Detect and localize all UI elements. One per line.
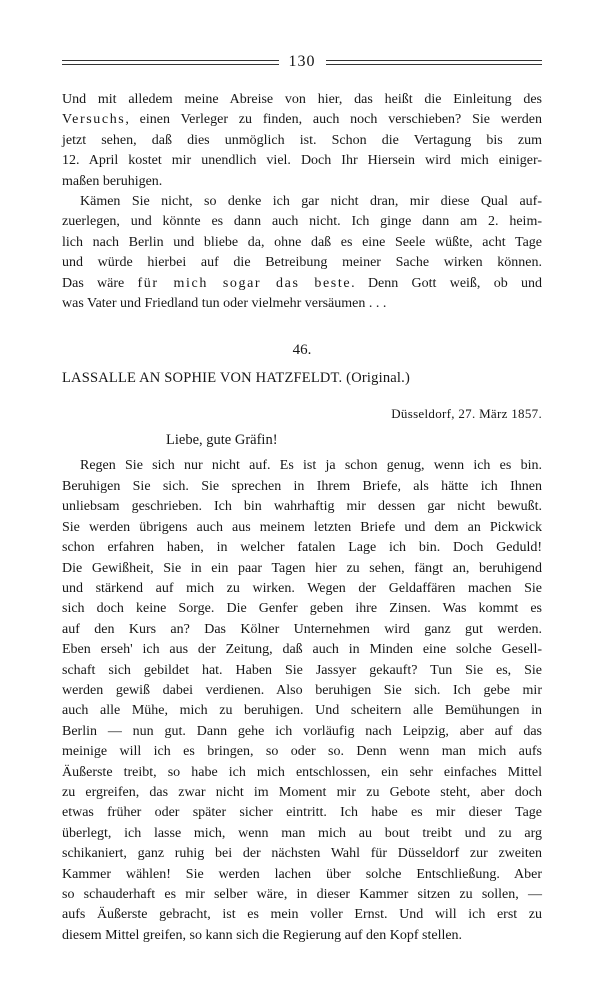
text-line: lich nach Berlin und bliebe da, ohne daß es eine Seele wüßte, acht Tage xyxy=(62,234,542,250)
page-number: 130 xyxy=(288,53,316,70)
text-line: auf den Kurs an? Das Kölner Unternehmen wird ganz gut werden. xyxy=(62,621,542,637)
text-line: Versuchs, einen Verleger zu finden, auch noch verschieben? Sie werden xyxy=(62,112,542,128)
text-line: aufs Äußerste gebracht, ist es mein voller Ernst. Und will ich erst zu xyxy=(62,907,542,923)
text-line: auch alle Mühe, mich zu beruhigen. Und scheitern alle Bemühungen in xyxy=(62,703,542,719)
text-line: schon erfahren haben, in welcher fatalen Lage ich bin. Doch Geduld! xyxy=(62,540,542,556)
text-line: Äußerste treibt, so habe ich mich entschlossen, ein sehr einfaches Mittel xyxy=(62,764,542,780)
text-line: werden gewiß dabei verdienen. Also beruhigen Sie sich. Ich gebe mir xyxy=(62,682,542,698)
text-line: Eben erseh' ich aus der Zeitung, daß auch in Minden eine solche Gesell- xyxy=(62,642,542,658)
text-line: Das wäre für mich sogar das beste. Denn Gott weiß, ob und xyxy=(62,275,542,291)
text-line: Kämen Sie nicht, so denke ich gar nicht dran, mir diese Qual auf- xyxy=(80,194,542,210)
letter-salutation: Liebe, gute Gräfin! xyxy=(166,432,278,449)
text-line: Kammer wählen! Sie werden lachen über solche Entschließung. Aber xyxy=(62,866,542,882)
letter-dateline: Düsseldorf, 27. März 1857. xyxy=(391,406,542,422)
page-header xyxy=(62,44,542,80)
letter-body xyxy=(62,456,542,946)
text-line: zuerlegen, und könnte es dann auch nicht. Ich ginge dann am 2. heim- xyxy=(62,214,542,230)
text-line: etwas früher oder später sicher eintritt. Ich habe es mir dieser Tage xyxy=(62,805,542,821)
text-line: maßen beruhigen. xyxy=(62,173,163,189)
letter-heading: LASSALLE AN SOPHIE VON HATZFELDT. (Original.) xyxy=(62,370,410,387)
continuation-text xyxy=(62,90,542,314)
header-rule-right xyxy=(326,60,543,65)
text-line: Sie werden übrigens auch aus meinem letzten Briefe und dem an Pickwick xyxy=(62,519,542,535)
text-line: Und mit alledem meine Abreise von hier, das heißt die Einleitung des xyxy=(62,92,542,107)
text-line: überlegt, ich lasse mich, wenn man mich au bout treibt und zu arg xyxy=(62,825,542,841)
continuation-paragraph-1 xyxy=(62,90,542,192)
text-line: diesem Mittel greifen, so kann sich die Regierung auf den Kopf stellen. xyxy=(62,927,463,943)
text-line: Die Gewißheit, Sie in ein paar Tagen hier zu sehen, fängt an, beruhigend xyxy=(62,560,542,576)
text-line: meinige will ich es bringen, so oder so. Denn wenn man mich aufs xyxy=(62,744,542,760)
text-line: jetzt sehen, daß dies unmöglich ist. Schon die Vertagung bis zum xyxy=(62,132,542,148)
text-line: 12. April kostet mir unendlich viel. Doch Ihr Hiersein wird mich einiger- xyxy=(62,153,542,169)
text-line: schikaniert, ganz ruhig bei der nächsten Wahl für Düsseldorf zur zweiten xyxy=(62,846,542,862)
continuation-paragraph-2 xyxy=(62,192,542,314)
text-line: Beruhigen Sie sich. Sie sprechen in Ihrem Briefe, als hätte ich Ihnen xyxy=(62,478,542,494)
book-page xyxy=(62,44,542,946)
header-rule-left xyxy=(62,60,279,65)
letter-number: 46. xyxy=(292,342,312,359)
text-line: und würde hierbei auf die Betreibung meiner Sache wirken können. xyxy=(62,255,542,271)
text-line: zu ergreifen, das zwar nicht im Moment mir zu Gebote steht, aber doch xyxy=(62,784,542,800)
text-line: und stärkend auf mich zu wirken. Wegen der Geldaffären machen Sie xyxy=(62,580,542,596)
text-line: schaft sich gebildet hat. Haben Sie Jassyer gekauft? Tun Sie es, Sie xyxy=(62,662,542,678)
text-line: was Vater und Friedland tun oder vielmehr versäumen . . . xyxy=(62,296,387,312)
text-line: Regen Sie sich nur nicht auf. Es ist ja schon genug, wenn ich es bin. xyxy=(80,458,542,474)
text-line: Berlin — nun gut. Dann gehe ich vorläufig nach Leipzig, aber auf das xyxy=(62,723,542,739)
text-line: sich doch keine Sorge. Die Genfer geben ihre Zinsen. Was kommt es xyxy=(62,601,542,617)
text-line: so schauderhaft es mir selber wäre, in dieser Kammer sitzen zu sollen, — xyxy=(62,887,542,902)
text-line: unliebsam geschrieben. Ich bin wahrhaftig mir dessen gar nicht bewußt. xyxy=(62,499,542,515)
